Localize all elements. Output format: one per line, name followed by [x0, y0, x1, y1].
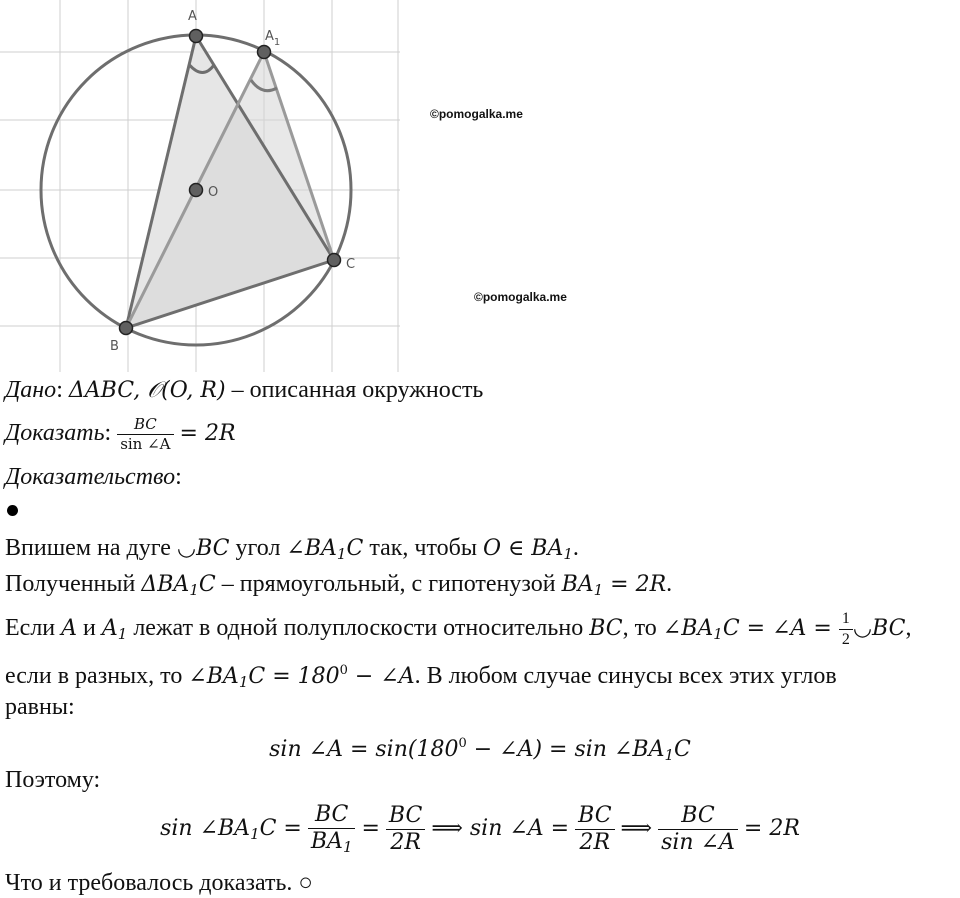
label-c: C	[346, 257, 356, 272]
proof-label: Доказательство	[5, 464, 176, 490]
fraction-bc-over-2r-2: $\frac{BC}{2R}$	[575, 804, 614, 855]
prove-rhs: = 2R	[179, 421, 236, 446]
label-b: B	[110, 339, 119, 354]
point-b	[120, 322, 133, 335]
prove-label: Доказать	[5, 420, 105, 446]
proof-line-1: Впишем на дуге ◡BC угол $\angle BA_1C$ так, чтобы O ∈ $BA_1$.	[5, 535, 579, 563]
fraction-bc-over-ba1: $\frac{BC}{BA_1}$	[308, 803, 356, 856]
proof-line-4: если в разных, то $\angle BA_1C = 180^0$ − ∠A. В любом случае синусы всех этих углов	[5, 663, 837, 691]
label-o: O	[208, 185, 219, 200]
point-a	[190, 30, 203, 43]
given-text: – описанная окружность	[225, 377, 484, 403]
geometry-figure	[0, 0, 400, 372]
given-math: ΔABC, 𝒪(O, R)	[68, 378, 226, 403]
label-a: A	[188, 9, 197, 24]
proof-line-2: Полученный $\Delta BA_1C$ – прямоугольный, с гипотенузой $BA_1 = 2R$.	[5, 571, 673, 599]
fraction-bc-over-sin-a: $\frac{BC}{\sin \angle A}$	[658, 804, 738, 855]
equation-2: $\sin \angle BA_1C$ = $\frac{BC}{BA_1}$ = $\frac{BC}{2R}$ ⟹ sin ∠A = $\frac{BC}{2R}$ ⟹ $\frac{BC}{\sin \angle A}$ = 2R	[160, 802, 800, 857]
watermark-bottom: ©pomogalka.me	[474, 290, 567, 304]
therefore-line: Поэтому:	[5, 767, 101, 793]
fraction-bc-over-2r-1: $\frac{BC}{2R}$	[386, 804, 425, 855]
prove-fraction: $\frac{BC}{\sin \angle A}$	[117, 416, 173, 452]
bullet-point	[7, 505, 18, 516]
point-c	[328, 254, 341, 267]
equation-1: sin ∠A = $\sin(180^0$ − ∠A) = $\sin \angle BA_1C$	[269, 736, 691, 764]
label-a1: $A_1$	[265, 29, 281, 48]
proof-line-5: равны:	[5, 694, 75, 720]
given-line: Дано: ΔABC, 𝒪(O, R) – описанная окружность	[5, 377, 484, 403]
half-fraction: $\frac{1}{2}$	[839, 610, 853, 648]
proof-label-line: Доказательство:	[5, 464, 182, 490]
point-a1	[258, 46, 271, 59]
prove-line: Доказать: $\frac{BC}{\sin \angle A}$ = 2R	[5, 415, 236, 453]
point-o	[190, 184, 203, 197]
qed-line: Что и требовалось доказать. ○	[5, 870, 313, 896]
proof-line-3: Если A и $A_1$ лежат в одной полуплоскости относительно BC, то $\angle BA_1C$ = ∠A = $\frac{1}{2}$ ◡BC,	[5, 610, 912, 648]
watermark-top: ©pomogalka.me	[430, 107, 523, 121]
given-label: Дано	[5, 377, 57, 403]
